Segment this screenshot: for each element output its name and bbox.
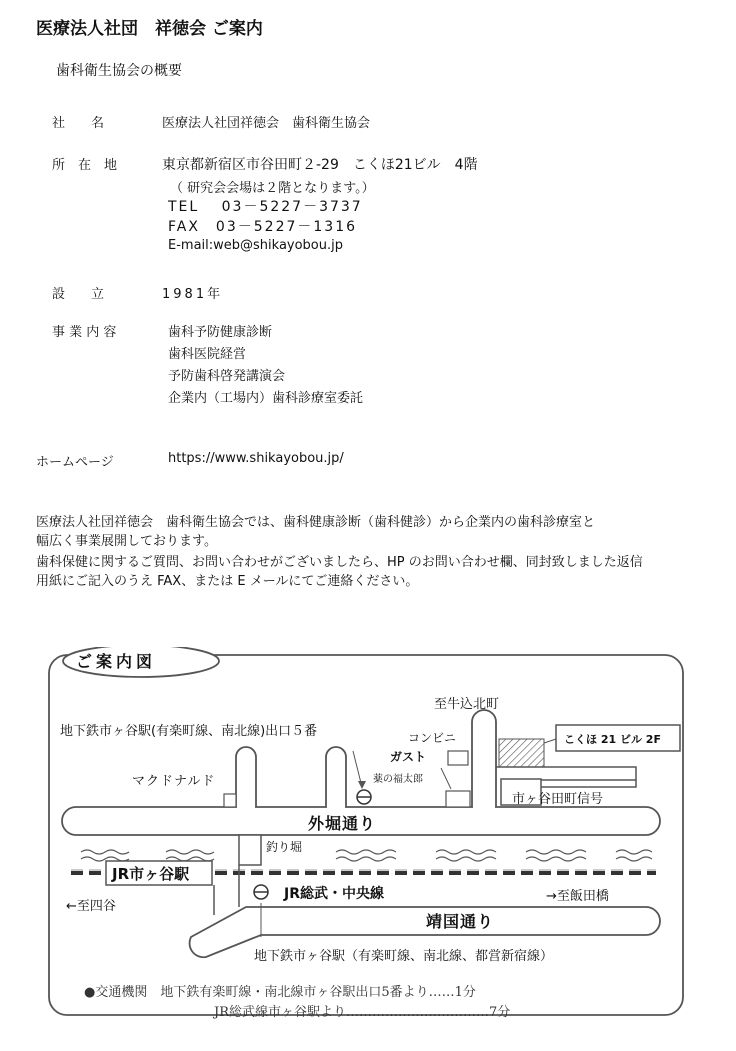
email-address: E-mail:web@shikayobou.jp <box>168 238 343 253</box>
body-line: 医療法人社団祥徳会 歯科衛生協会では、歯科健康診断（歯科健診）から企業内の歯科診療室と <box>36 515 596 530</box>
to-ushigome-label: 至牛込北町 <box>434 697 500 712</box>
page-subtitle: 歯科衛生協会の概要 <box>56 63 182 79</box>
founded-label: 設 立 <box>52 287 105 302</box>
to-yotsuya-label: ←至四谷 <box>66 899 116 914</box>
business-item: 歯科予防健康診断 <box>168 325 273 340</box>
fax-number: FAX 03－5227－1316 <box>168 219 358 235</box>
signal-label: 市ヶ谷田町信号 <box>512 792 604 807</box>
address-label: 所 在 地 <box>52 158 118 173</box>
subway-exit-label: 地下鉄市ヶ谷駅(有楽町線、南北線)出口５番 <box>60 724 318 739</box>
moat-waves <box>81 850 652 861</box>
company-value: 医療法人社団祥徳会 歯科衛生協会 <box>162 116 371 131</box>
side-street <box>326 747 346 807</box>
homepage-link[interactable]: https://www.shikayobou.jp/ <box>168 451 344 466</box>
founded-value: 1981年 <box>162 287 224 302</box>
body-line: 幅広く事業展開しております。 <box>36 534 217 549</box>
access-info: JR総武線市ヶ谷駅より……………………………7分 <box>214 1005 511 1020</box>
subway-mark-icon <box>254 885 268 899</box>
yasukuni-label: 靖国通り <box>426 912 495 931</box>
gusto-label: ガスト <box>390 750 427 764</box>
address-value: 東京都新宿区市谷田町２-29 こくほ21ビル 4階 <box>162 157 478 173</box>
page-title: 医療法人社団 祥徳会 ご案内 <box>36 19 263 39</box>
business-label: 事 業 内 容 <box>52 325 117 340</box>
business-item: 歯科医院経営 <box>168 347 247 362</box>
side-street <box>236 747 256 807</box>
tel-number: TEL 03－5227－3737 <box>168 199 363 215</box>
building-label: こくほ 21 ビル 2F <box>564 733 661 746</box>
convenience-store-label: コンビニ <box>408 731 457 745</box>
homepage-label: ホームページ <box>36 455 114 470</box>
pharmacy-label: 薬の福太郎 <box>373 774 423 785</box>
access-map <box>46 647 688 1020</box>
subway-station-label: 地下鉄市ヶ谷駅（有楽町線、南北線、都営新宿線） <box>254 949 554 964</box>
ushigome-street <box>472 710 496 807</box>
company-label: 社 名 <box>52 116 105 131</box>
map-title: ご案内図 <box>76 652 157 671</box>
subway-mark-icon <box>357 790 371 804</box>
sotobori-label: 外堀通り <box>308 814 377 833</box>
mcdonalds-label: マクドナルド <box>132 774 216 789</box>
address-note: （ 研究会会場は２階となります。） <box>170 181 375 196</box>
jr-line-label: JR総武・中央線 <box>284 886 384 902</box>
business-item: 企業内（工場内）歯科診療室委託 <box>168 391 364 406</box>
body-line: 用紙にご記入のうえ FAX、または E メールにてご連絡ください。 <box>36 574 419 589</box>
to-iidabashi-label: →至飯田橋 <box>546 889 609 904</box>
fishing-pond-label: 釣り堀 <box>266 840 303 854</box>
body-line: 歯科保健に関するご質問、お問い合わせがございましたら、HP のお問い合わせ欄、同封致しました返信 <box>36 555 643 570</box>
business-item: 予防歯科啓発講演会 <box>168 369 286 384</box>
access-info: ●交通機関 地下鉄有楽町線・南北線市ヶ谷駅出口5番より……1分 <box>84 985 476 1000</box>
jr-station-label: JR市ヶ谷駅 <box>112 865 190 883</box>
